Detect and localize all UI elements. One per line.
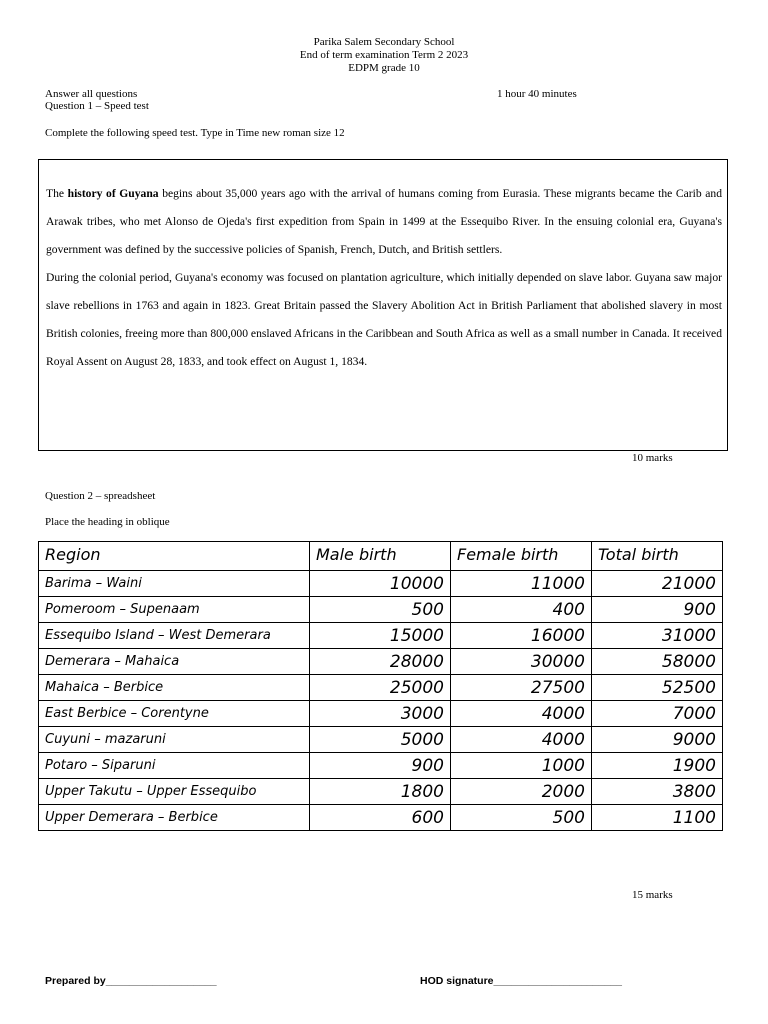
table-row	[39, 753, 723, 779]
region-cell: Upper Demerara – Berbice	[39, 805, 310, 831]
male-birth-cell: 1800	[310, 779, 451, 805]
table-row	[39, 779, 723, 805]
total-birth-cell: 52500	[592, 675, 723, 701]
table-row	[39, 675, 723, 701]
header-region: Region	[39, 542, 310, 571]
subject-title: EDPM grade 10	[348, 62, 420, 74]
region-cell: Essequibo Island – West Demerara	[39, 623, 310, 649]
female-birth-cell: 27500	[451, 675, 592, 701]
table-row	[39, 571, 723, 597]
question1-marks: 10 marks	[632, 452, 673, 464]
female-birth-cell: 16000	[451, 623, 592, 649]
total-birth-cell: 7000	[592, 701, 723, 727]
question2-marks: 15 marks	[632, 889, 673, 901]
male-birth-cell: 900	[310, 753, 451, 779]
birth-data-table	[38, 541, 723, 831]
header-male-birth: Male birth	[310, 542, 451, 571]
table-row	[39, 623, 723, 649]
school-name: Parika Salem Secondary School	[313, 36, 455, 48]
table-row	[39, 727, 723, 753]
male-birth-cell: 3000	[310, 701, 451, 727]
question1-instruction: Complete the following speed test. Type in Time new roman size 12	[45, 127, 345, 139]
female-birth-cell: 4000	[451, 701, 592, 727]
total-birth-cell: 1100	[592, 805, 723, 831]
passage-paragraph-2: During the colonial period, Guyana's economy was focused on plantation agriculture, which initially depended on slave labor. Guyana saw major slave rebellions in 1763 and again in 1823. Great Britain passed the Slavery Abolition Act in British Parliament that abolished slavery in most British colonies, freeing more than 800,000 enslaved Africans in the Caribbean and South Africa as well as a small number in Canada. It received Royal Assent on August 28, 1833, and took effect on August 1, 1834.	[46, 271, 722, 368]
question2-instruction: Place the heading in oblique	[45, 516, 170, 528]
table-header-row	[39, 542, 723, 571]
table-row	[39, 805, 723, 831]
total-birth-cell: 58000	[592, 649, 723, 675]
female-birth-cell: 30000	[451, 649, 592, 675]
region-cell: Potaro – Siparuni	[39, 753, 310, 779]
passage-intro: The	[46, 187, 68, 200]
header-female-birth: Female birth	[451, 542, 592, 571]
total-birth-cell: 1900	[592, 753, 723, 779]
female-birth-cell: 500	[451, 805, 592, 831]
total-birth-cell: 3800	[592, 779, 723, 805]
table-row	[39, 701, 723, 727]
exam-header	[0, 36, 768, 75]
speed-test-box	[38, 159, 728, 451]
female-birth-cell: 1000	[451, 753, 592, 779]
region-cell: East Berbice – Corentyne	[39, 701, 310, 727]
answer-all-instruction: Answer all questions	[45, 88, 138, 100]
exam-title: End of term examination Term 2 2023	[299, 49, 469, 61]
region-cell: Pomeroom – Supenaam	[39, 597, 310, 623]
speed-test-passage	[46, 180, 722, 376]
region-cell: Demerara – Mahaica	[39, 649, 310, 675]
female-birth-cell: 4000	[451, 727, 592, 753]
region-cell: Mahaica – Berbice	[39, 675, 310, 701]
hod-signature-line: HOD signature______________________	[420, 975, 622, 987]
total-birth-cell: 31000	[592, 623, 723, 649]
male-birth-cell: 600	[310, 805, 451, 831]
passage-paragraph-1	[46, 180, 722, 264]
region-cell: Upper Takutu – Upper Essequibo	[39, 779, 310, 805]
total-birth-cell: 9000	[592, 727, 723, 753]
male-birth-cell: 28000	[310, 649, 451, 675]
male-birth-cell: 500	[310, 597, 451, 623]
table-row	[39, 649, 723, 675]
region-cell: Barima – Waini	[39, 571, 310, 597]
region-cell: Cuyuni – mazaruni	[39, 727, 310, 753]
female-birth-cell: 400	[451, 597, 592, 623]
passage-paragraph-1-text: begins about 35,000 years ago with the arrival of humans coming from Eurasia. These migrants became the Carib and Arawak tribes, who met Alonso de Ojeda's first expedition from Spain in 1499 at the Essequibo River. In the ensuing colonial era, Guyana's government was defined by the successive policies of Spanish, French, Dutch, and British settlers.	[46, 187, 722, 256]
female-birth-cell: 2000	[451, 779, 592, 805]
table-row	[39, 597, 723, 623]
male-birth-cell: 10000	[310, 571, 451, 597]
female-birth-cell: 11000	[451, 571, 592, 597]
header-total-birth: Total birth	[592, 542, 723, 571]
prepared-by-line: Prepared by___________________	[45, 975, 217, 987]
question2-title: Question 2 – spreadsheet	[45, 490, 156, 502]
exam-duration: 1 hour 40 minutes	[497, 88, 577, 100]
male-birth-cell: 25000	[310, 675, 451, 701]
total-birth-cell: 900	[592, 597, 723, 623]
question1-title: Question 1 – Speed test	[45, 100, 149, 112]
total-birth-cell: 21000	[592, 571, 723, 597]
male-birth-cell: 5000	[310, 727, 451, 753]
passage-bold-term: history of Guyana	[67, 187, 159, 200]
male-birth-cell: 15000	[310, 623, 451, 649]
